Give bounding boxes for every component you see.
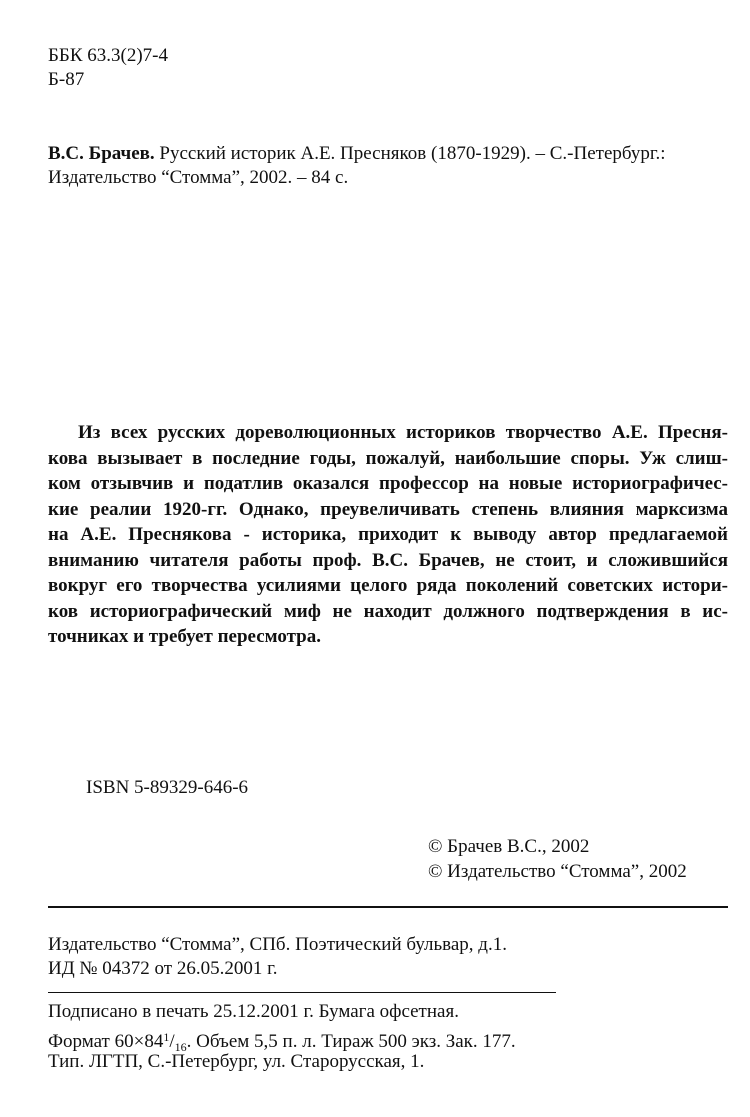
format-details: . Объем 5,5 п. л. Тираж 500 экз. Зак. 177. (186, 1031, 516, 1052)
isbn: ISBN 5-89329-646-6 (86, 777, 249, 798)
bibliographic-line-2: Издательство “Стомма”, 2002. – 84 с. (48, 167, 349, 188)
abstract-line: точниках и требует пересмотра. (48, 626, 321, 647)
bibliographic-line-1 (48, 142, 728, 166)
divider-thin (48, 992, 556, 993)
publisher-address: Издательство “Стомма”, СПб. Поэтический бульвар, д.1. (48, 934, 507, 955)
book-title: Русский историк А.Е. Пресняков (1870-1929). – С.-Петербург.: (154, 143, 666, 164)
copyright-publisher: © Издательство “Стомма”, 2002 (428, 861, 687, 882)
format-slash: / (169, 1031, 175, 1052)
abstract-line: вокруг его творчества усилиями целого ряда поколений советских истори- (48, 575, 728, 596)
abstract-line: вниманию читателя работы проф. В.С. Брачев, не стоит, и сложившийся (48, 549, 728, 571)
abstract-line: ков историографический миф не находит должного подтверждения в ис- (48, 600, 728, 622)
abstract (48, 420, 728, 650)
abstract-line: Из всех русских дореволюционных историков творчество А.Е. Пресня- (78, 422, 728, 443)
abstract-line: на А.Е. Преснякова - историка, приходит к выводу автор предлагаемой (48, 524, 728, 545)
imprint-signed: Подписано в печать 25.12.2001 г. Бумага офсетная. (48, 1001, 459, 1022)
publisher-license: ИД № 04372 от 26.05.2001 г. (48, 958, 278, 979)
abstract-line: кова вызывает в последние годы, пожалуй, наибольшие споры. Уж слиш- (48, 447, 728, 469)
imprint-printing: Тип. ЛГТП, С.-Петербург, ул. Старорусская, 1. (48, 1051, 425, 1072)
format-denominator: 16 (174, 1040, 187, 1054)
bbk-code: ББК 63.3(2)7-4 (48, 45, 168, 66)
divider-thick (48, 906, 728, 908)
format-prefix: Формат 60×84 (48, 1031, 164, 1052)
copyright-author: © Брачев В.С., 2002 (428, 836, 590, 857)
author-name: В.С. Брачев. (48, 143, 155, 164)
abstract-line: кие реалии 1920-гг. Однако, преувеличивать степень влияния марксизма (48, 498, 728, 520)
format-numerator: 1 (163, 1030, 170, 1044)
abstract-line: ком отзывчив и податлив оказался профессор на новые историографичес- (48, 473, 728, 494)
author-mark: Б-87 (48, 69, 85, 90)
